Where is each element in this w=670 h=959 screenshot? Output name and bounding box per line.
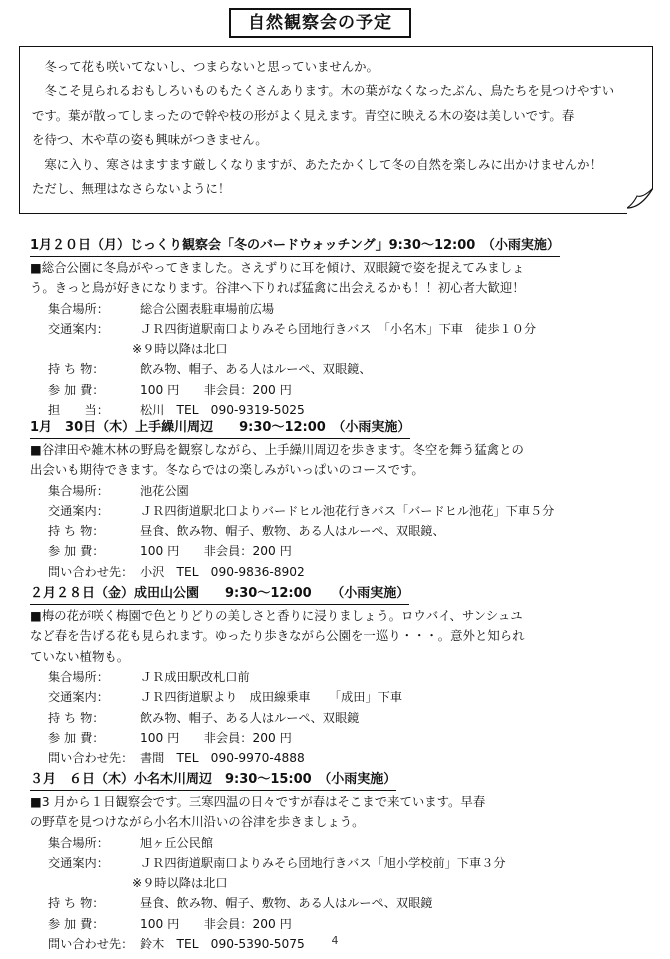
intro-paragraph-3-line-2: ただし、無理はなさらないように！ [32,181,231,197]
access-label: 交通案内： [48,856,109,871]
items-label: 持 ち 物： [48,710,105,725]
access-info: ＪＲ四街道駅北口よりバードヒル池花行きバス「バードヒル池花」下車５分 [140,504,555,519]
event-3 [30,582,660,768]
event-description-line: う。きっと鳥が好きになります。谷津へ下りれば猛禽に出会えるかも！！初心者大歓迎！ [30,280,525,296]
items-label: 持 ち 物： [48,896,105,911]
event-description-line: 出会いも期待できます。冬ならではの楽しみがいっぱいのコースです。 [30,462,424,478]
access-note: ※９時以降は北口 [132,342,228,357]
access-label: 交通案内： [48,322,109,337]
contact: 鈴木 TEL 090-5390-5075 [140,936,305,951]
access-info: ＪＲ四街道駅南口よりみそら団地行きバス「旭小学校前」下車３分 [140,856,506,871]
event-heading: ３月 ６日（木）小名木川周辺 9:30～15:00 （小雨実施） [30,771,396,791]
intro-paragraph-3-line-1: 寒に入り、寒さはますます厳しくなりますが、あたたかくして冬の自然を楽しみに出かけませんか！ [44,156,602,172]
intro-paragraph-2-line-2: です。葉が散ってしまったので幹や枝の形がよく見えます。青空に映える木の姿は美しいです。春 [32,107,575,123]
intro-paragraph-2-line-3: を待つ、木や草の姿も興味がつきません。 [32,132,268,148]
event-4 [30,768,660,954]
access-label: 交通案内： [48,504,109,519]
intro-paragraph-2-line-1: 冬こそ見られるおもしろいものもたくさんあります。木の葉がなくなったぶん、鳥たちを見つけやすい [44,83,615,99]
event-description-line: ■梅の花が咲く梅園で色とりどりの美しさと香りに浸りましょう。ロウバイ、サンシュユ [30,608,523,623]
access-note: ※９時以降は北口 [132,876,228,891]
event-heading: ２月２８日（金）成田山公園 9:30～12:00 （小雨実施） [30,585,409,605]
fee: 100 円 非会員：200 円 [140,382,292,397]
meeting-place: 旭ヶ丘公民館 [140,835,214,850]
fee-label: 参 加 費： [48,544,105,559]
intro-paragraph-1: 冬って花も咲いてないし、つまらないと思っていませんか。 [44,59,379,74]
contact-label: 問い合わせ先： [48,751,134,766]
event-heading: 1月２０日（月）じっくり観察会「冬のバードウォッチング」9:30～12:00 （小雨実施） [30,237,560,257]
fee: 100 円 非会員：200 円 [140,916,292,931]
contact-label: 担 当： [48,402,109,417]
event-2 [30,416,660,582]
page-curl-decoration [627,188,653,214]
items-to-bring: 昼食、飲み物、帽子、敷物、ある人はルーペ、双眼鏡 [140,896,433,911]
page-number: 4 [331,934,339,947]
event-heading: 1月 30日（木）上手繰川周辺 9:30～12:00 （小雨実施） [30,419,410,439]
event-description-line: など春を告げる花も見られます。ゆったり歩きながら公園を一巡り・・・。意外と知られ [30,628,525,644]
contact-label: 問い合わせ先： [48,936,134,951]
items-to-bring: 飲み物、帽子、ある人はルーペ、双眼鏡 [140,710,360,725]
fee-label: 参 加 費： [48,916,105,931]
contact: 書間 TEL 090-9970-4888 [140,751,305,766]
fee: 100 円 非会員：200 円 [140,544,292,559]
contact: 小沢 TEL 090-9836-8902 [140,564,305,579]
event-description-line: ■3 月から１日観察会です。三寒四温の日々ですが春はそこまで来ています。早春 [30,794,486,809]
meeting-place-label: 集合場所： [48,835,109,850]
event-description-line: の野草を見つけながら小名木川沿いの谷津を歩きましょう。 [30,814,365,830]
access-label: 交通案内： [48,690,109,705]
meeting-place-label: 集合場所： [48,670,109,685]
items-label: 持 ち 物： [48,362,105,377]
fee-label: 参 加 費： [48,730,105,745]
items-label: 持 ち 物： [48,524,105,539]
event-description-line: ■谷津田や雑木林の野鳥を観察しながら、上手繰川周辺を歩きます。冬空を舞う猛禽との [30,442,524,457]
contact: 松川 TEL 090-9319-5025 [140,402,305,417]
intro-box [19,46,653,214]
meeting-place: 池花公園 [140,483,189,498]
event-1 [30,234,660,420]
contact-label: 問い合わせ先： [48,564,134,579]
page-title: 自然観察会の予定 [229,8,411,38]
fee-label: 参 加 費： [48,382,105,397]
items-to-bring: 飲み物、帽子、ある人はルーペ、双眼鏡、 [140,362,372,377]
event-description-line: ていない植物も。 [30,648,130,664]
access-info: ＪＲ四街道駅南口よりみそら団地行きバス 「小名木」下車 徒歩１０分 [140,322,537,337]
meeting-place-label: 集合場所： [48,301,109,316]
meeting-place-label: 集合場所： [48,483,109,498]
meeting-place: ＪＲ成田駅改札口前 [140,670,250,685]
items-to-bring: 昼食、飲み物、帽子、敷物、ある人はルーペ、双眼鏡、 [140,524,445,539]
meeting-place: 総合公園表駐車場前広場 [140,301,275,316]
event-description-line: ■総合公園に冬鳥がやってきました。さえずりに耳を傾け、双眼鏡で姿を捉えてみましょ [30,260,525,275]
access-info: ＪＲ四街道駅より 成田線乗車 「成田」下車 [140,690,403,705]
fee: 100 円 非会員：200 円 [140,730,292,745]
